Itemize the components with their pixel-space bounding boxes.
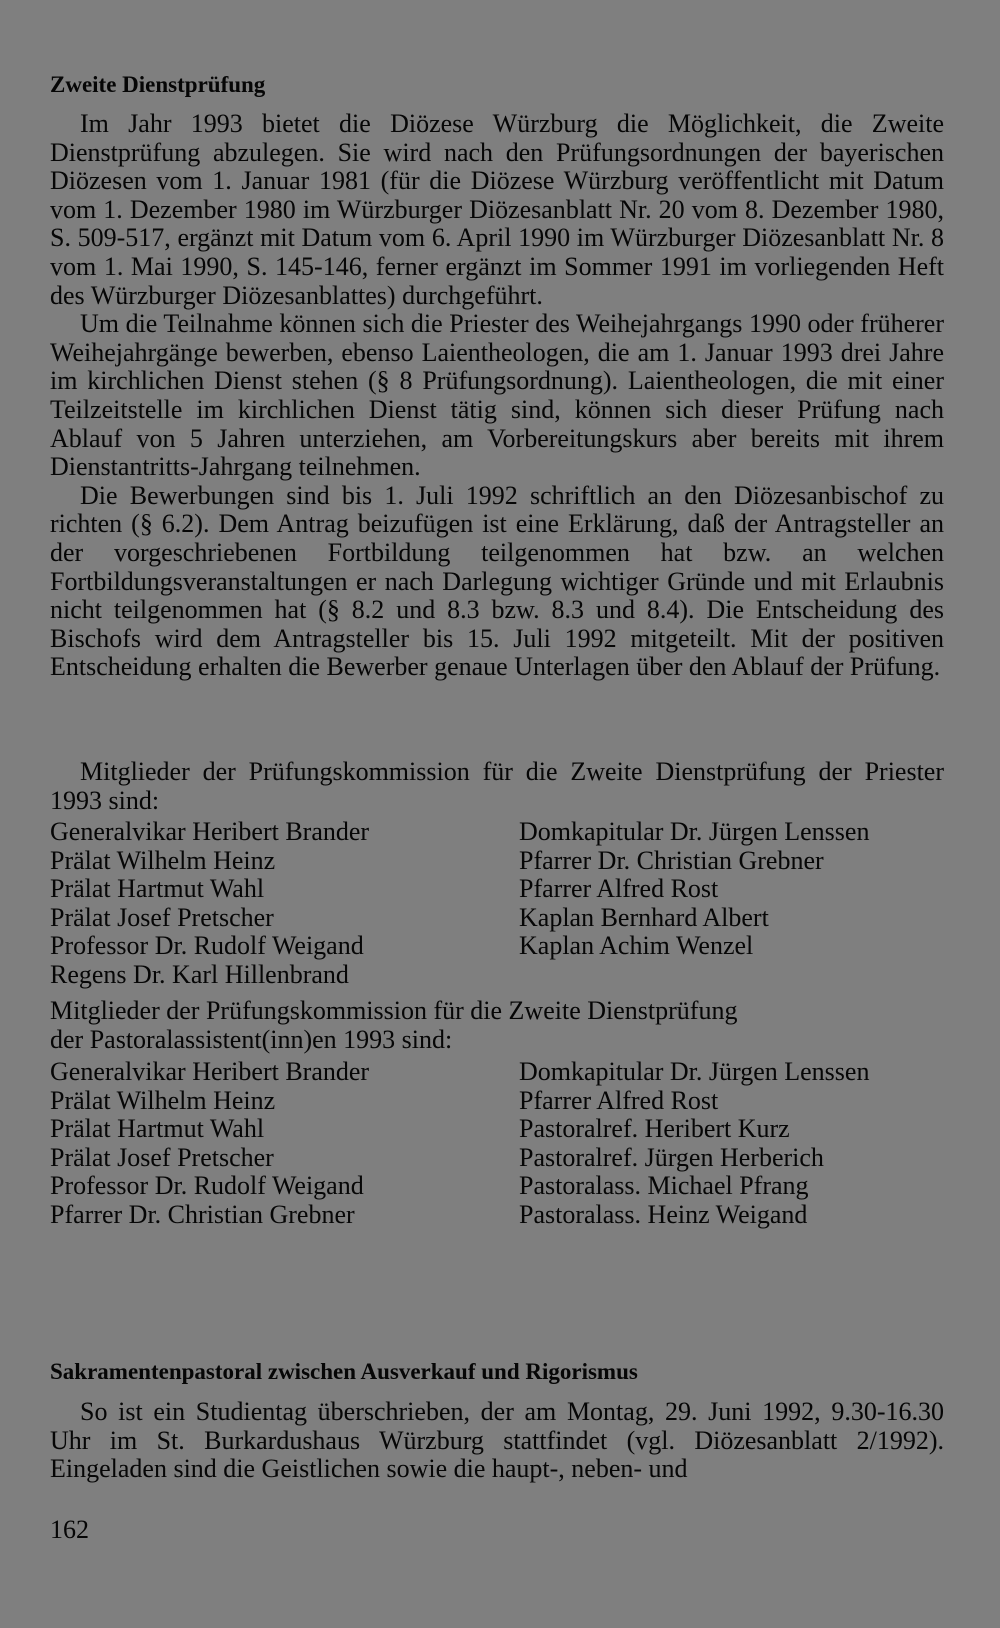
assistants-left-column	[50, 1058, 519, 1230]
priests-commission-intro	[50, 758, 944, 815]
member-name: Pfarrer Dr. Christian Grebner	[50, 1199, 355, 1229]
priests-right-column	[519, 818, 944, 990]
member-name: Generalvikar Heribert Brander	[50, 1057, 370, 1086]
assistants-right-column	[519, 1058, 944, 1230]
section-body-zweite-dienstpruefung	[50, 110, 944, 682]
paragraph-3: Die Bewerbungen sind bis 1. Juli 1992 schriftlich an den Diözesanbischof zu richten (§ 6.2). Dem Antrag beizufügen ist eine Erklärung, daß der Antragsteller an der vorgeschriebenen Fortbildung teilgenommen hat bzw. an welchen Fortbildungsveranstaltungen er nach Darlegung wichtiger Gründe und mit Erlaubnis nicht teilgenommen hat (§ 8.2 und 8.3 bzw. 8.3 und 8.4). Die Entscheidung des Bischofs wird dem Antragsteller bis 15. Juli 1992 mitgeteilt. Mit der positiven Entscheidung erhalten die Bewerber genaue Unterlagen über den Ablauf der Prüfung.	[50, 480, 944, 682]
member-name: Pastoralass. Heinz Weigand	[519, 1199, 808, 1229]
assistants-intro-line-1: Mitglieder der Prüfungskommission für die Zweite Dienstprüfung	[50, 996, 738, 1025]
member-name: Prälat Wilhelm Heinz	[50, 1085, 276, 1115]
member-name: Domkapitular Dr. Jürgen Lenssen	[519, 817, 870, 846]
member-name: Pfarrer Alfred Rost	[519, 1085, 719, 1115]
assistants-commission-intro	[50, 997, 944, 1054]
member-name: Prälat Josef Pretscher	[50, 1142, 274, 1172]
paragraph-1: Im Jahr 1993 bietet die Diözese Würzburg die Möglichkeit, die Zweite Dienstprüfung abzulegen. Sie wird nach den Prüfungsordnungen der bayerischen Diözesen vom 1. Januar 1981 (für die Diözese Würzburg veröffentlicht mit Datum vom 1. Dezember 1980 im Würzburger Diözesanblatt Nr. 20 vom 8. Dezember 1980, S. 509-517, ergänzt mit Datum vom 6. April 1990 im Würzburger Diözesanblatt Nr. 8 vom 1. Mai 1990, S. 145-146, ferner ergänzt im Sommer 1991 im vorliegenden Heft des Würzburger Diözesanblattes) durchgeführt.	[50, 109, 944, 310]
priests-intro-text: Mitglieder der Prüfungskommission für die Zweite Dienstprüfung der Priester 1993 sind:	[50, 757, 944, 815]
paragraph-sakramentenpastoral: So ist ein Studientag überschrieben, der am Montag, 29. Juni 1992, 9.30-16.30 Uhr im St. Burkardushaus Würzburg stattfindet (vgl. Diözesanblatt 2/1992). Eingeladen sind die Geistlichen sowie die haupt-, neben- und	[50, 1397, 944, 1484]
member-name: Pastoralref. Heribert Kurz	[519, 1114, 790, 1144]
member-name: Pastoralref. Jürgen Herberich	[519, 1142, 824, 1172]
member-name: Professor Dr. Rudolf Weigand	[50, 931, 364, 961]
member-name: Prälat Hartmut Wahl	[50, 1114, 265, 1144]
paragraph-2: Um die Teilnahme können sich die Priester des Weihejahrgangs 1990 oder früherer Weihejahrgänge bewerben, ebenso Laientheologen, die am 1. Januar 1993 drei Jahre im kirchlichen Dienst stehen (§ 8 Prüfungsordnung). Laientheologen, die mit einer Teilzeitstelle im kirchlichen Dienst tätig sind, können sich dieser Prüfung nach Ablauf von 5 Jahren unterziehen, am Vorbereitungskurs aber bereits mit ihrem Dienstantritts-Jahrgang teilnehmen.	[50, 309, 944, 482]
member-name: Pastoralass. Michael Pfrang	[519, 1171, 809, 1201]
priests-left-column	[50, 818, 519, 990]
member-name: Professor Dr. Rudolf Weigand	[50, 1171, 364, 1201]
assistants-intro-line-2: der Pastoralassistent(inn)en 1993 sind:	[50, 1024, 453, 1054]
assistants-commission-list	[50, 1058, 944, 1230]
member-name: Generalvikar Heribert Brander	[50, 817, 370, 846]
member-name: Pfarrer Dr. Christian Grebner	[519, 845, 824, 875]
member-name: Prälat Hartmut Wahl	[50, 874, 265, 904]
page-number: 162	[50, 1515, 89, 1544]
member-name: Prälat Josef Pretscher	[50, 902, 274, 932]
member-name: Kaplan Bernhard Albert	[519, 902, 769, 932]
member-name: Pfarrer Alfred Rost	[519, 874, 719, 904]
member-name: Kaplan Achim Wenzel	[519, 931, 754, 961]
member-name: Domkapitular Dr. Jürgen Lenssen	[519, 1057, 870, 1086]
section-heading-sakramentenpastoral: Sakramentenpastoral zwischen Ausverkauf und Rigorismus	[50, 1359, 638, 1384]
section-heading-zweite-dienstpruefung: Zweite Dienstprüfung	[50, 72, 266, 97]
section-body-sakramentenpastoral	[50, 1398, 944, 1484]
priests-commission-list	[50, 818, 944, 990]
member-name: Regens Dr. Karl Hillenbrand	[50, 959, 349, 989]
member-name: Prälat Wilhelm Heinz	[50, 845, 276, 875]
